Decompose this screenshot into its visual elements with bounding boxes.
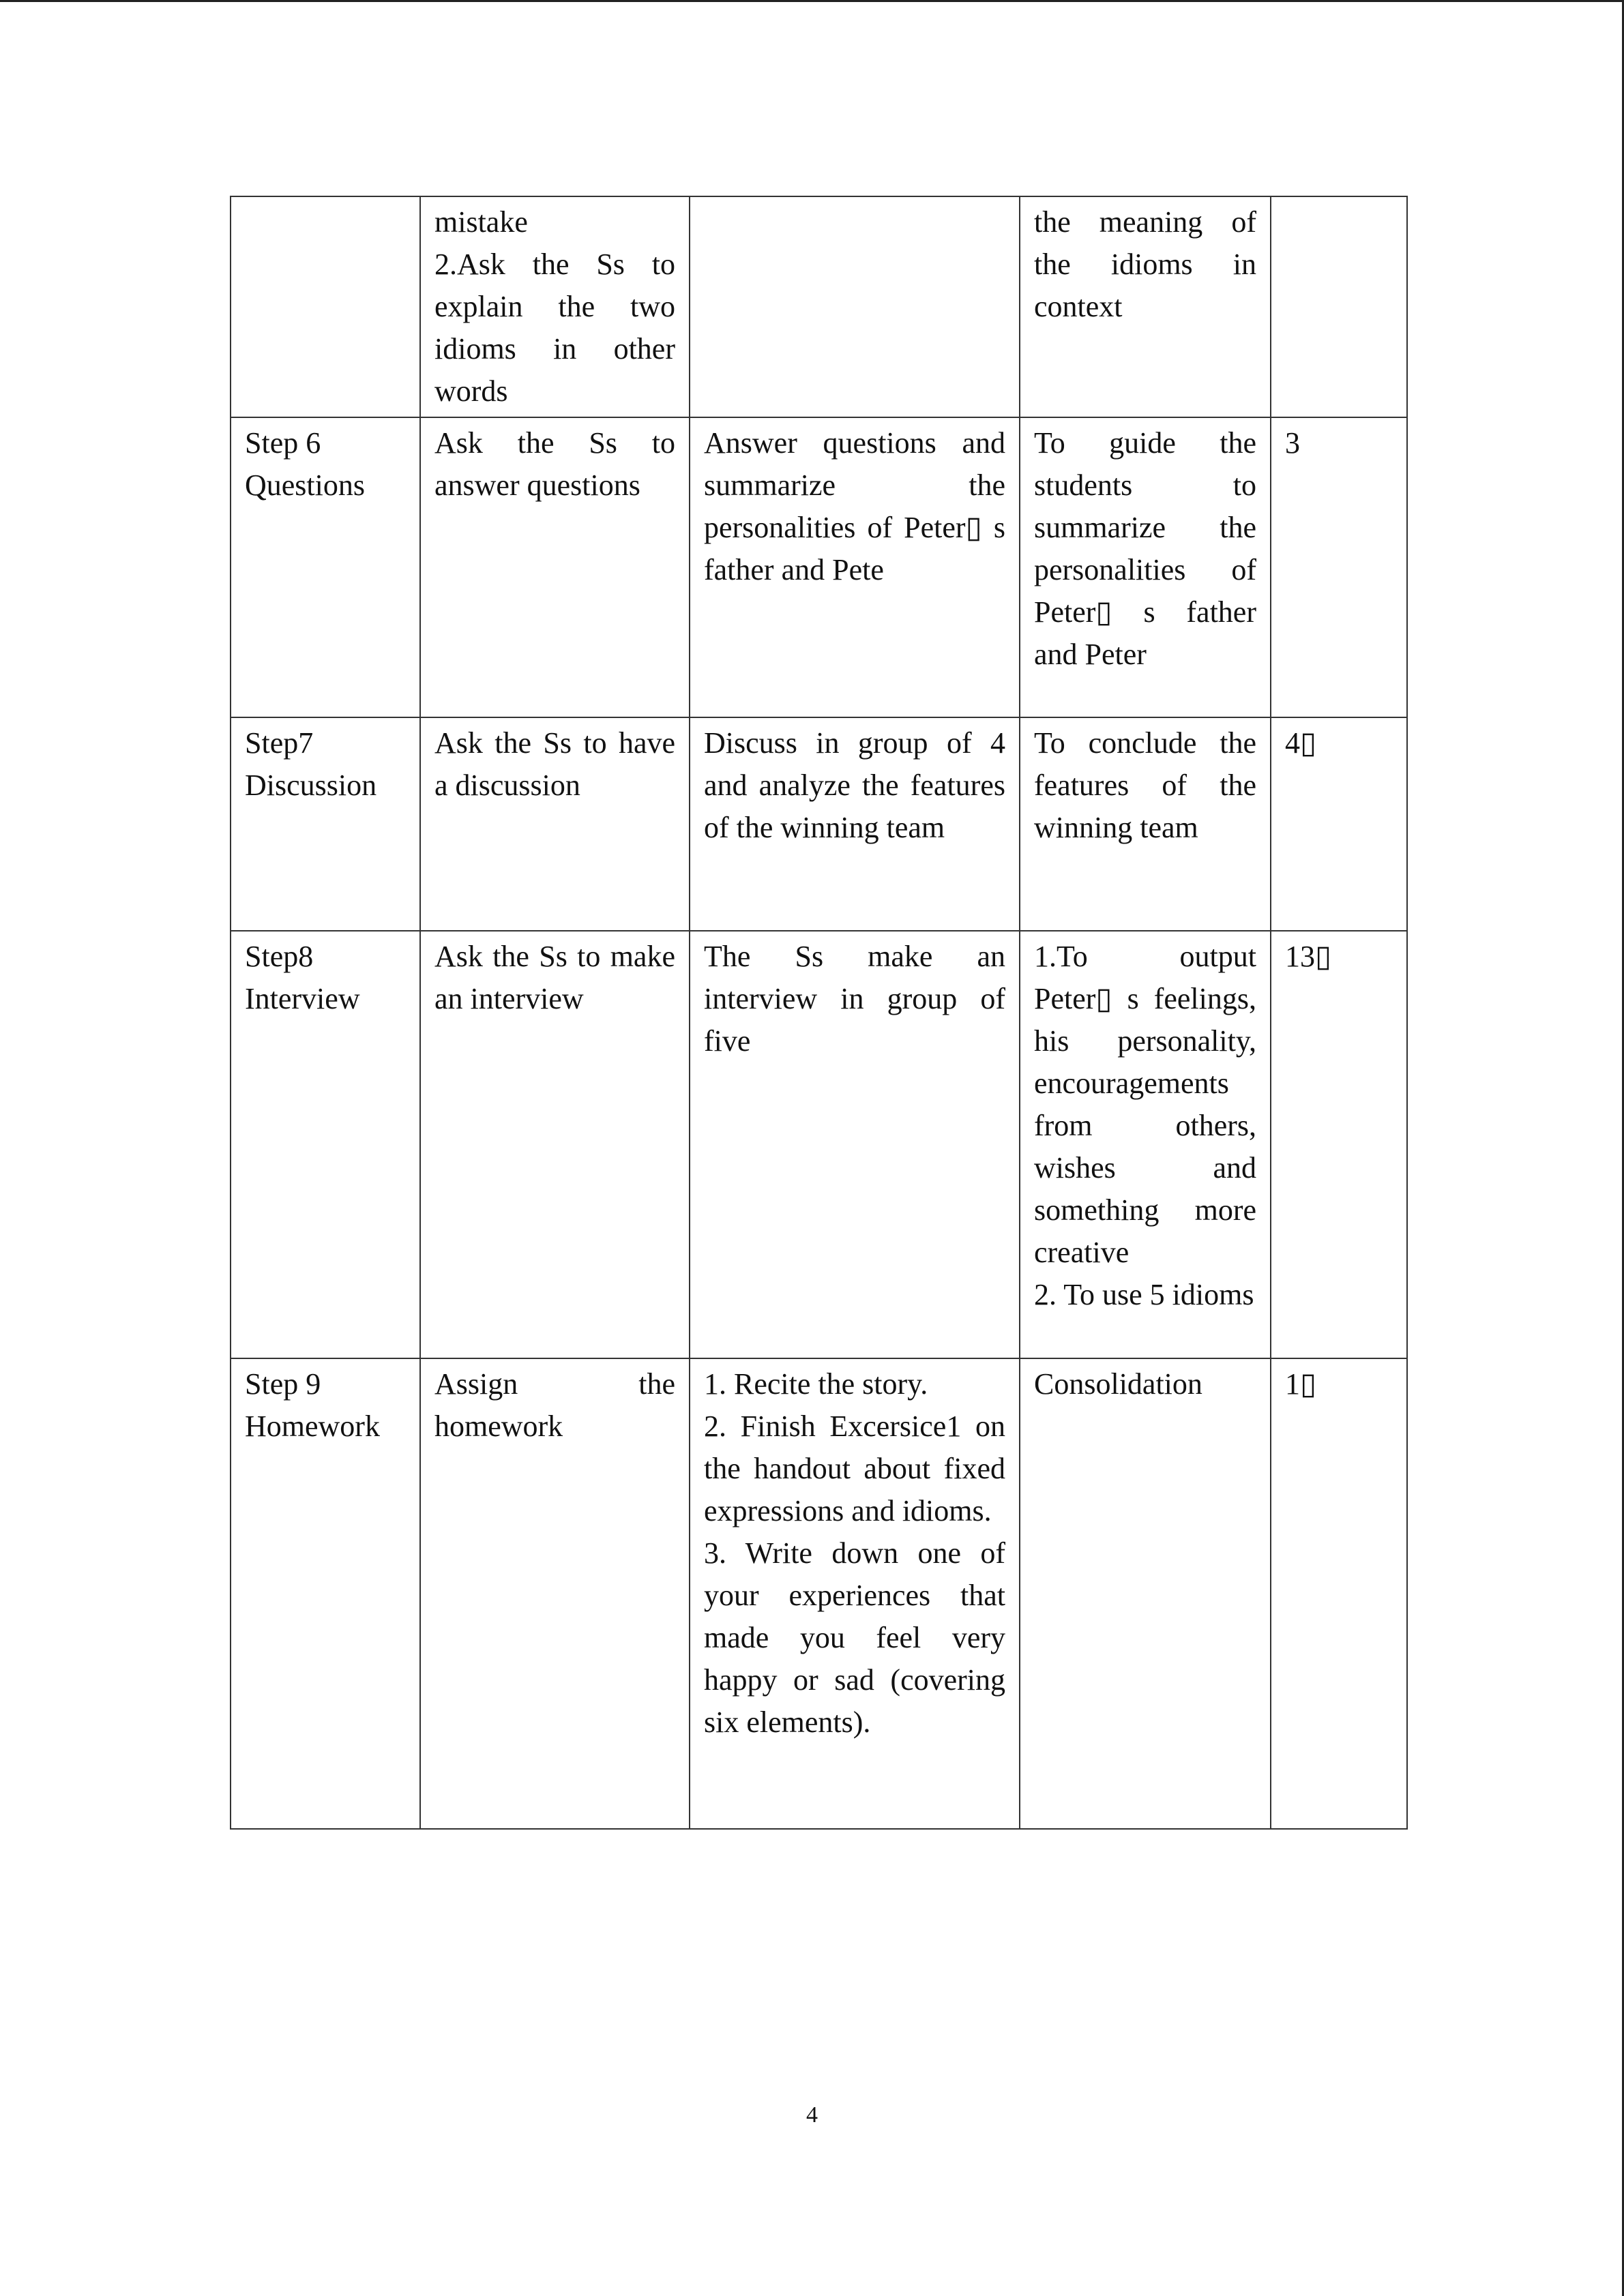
step-cell <box>231 931 420 1358</box>
step-cell <box>231 1358 420 1829</box>
step-number: Step 6 <box>245 426 321 460</box>
student-activity-cell <box>690 931 1020 1358</box>
purpose-text: 2. To use 5 idioms <box>1034 1278 1254 1311</box>
purpose-text: the meaning of the idioms in context <box>1034 205 1256 323</box>
step-name: Questions <box>245 468 365 502</box>
lesson-plan-table <box>230 196 1408 1830</box>
purpose-text: Consolidation <box>1034 1367 1202 1401</box>
purpose-cell <box>1020 717 1271 931</box>
table-row <box>231 931 1407 1358</box>
purpose-text: 1.To output Peter▯ s feelings, his personality, encouragements from others, wishes and something more creative <box>1034 940 1256 1269</box>
teacher-activity-text: Ask the Ss to make an interview <box>434 940 675 1015</box>
step-number: Step8 <box>245 940 314 973</box>
teacher-activity-cell <box>420 931 690 1358</box>
time-cell <box>1271 196 1407 417</box>
step-name: Discussion <box>245 769 377 802</box>
time-minutes: 3 <box>1285 426 1300 460</box>
student-activity-cell <box>690 1358 1020 1829</box>
teacher-activity-text: Ask the Ss to have a discussion <box>434 726 675 802</box>
time-cell <box>1271 417 1407 717</box>
student-activity-text: Answer questions and summarize the personalities of Peter▯ s father and Pete <box>704 426 1005 586</box>
student-activity-cell <box>690 417 1020 717</box>
student-activity-text: Discuss in group of 4 and analyze the features of the winning team <box>704 726 1005 844</box>
step-number: Step 9 <box>245 1367 321 1401</box>
step-name: Interview <box>245 982 360 1015</box>
time-minutes: 4▯ <box>1285 726 1317 760</box>
student-activity-cell <box>690 717 1020 931</box>
teacher-activity-cell <box>420 417 690 717</box>
student-activity-text: 1. Recite the story. <box>704 1367 928 1401</box>
student-activity-cell <box>690 196 1020 417</box>
table-row <box>231 1358 1407 1829</box>
step-number: Step7 <box>245 726 314 760</box>
teacher-activity-text: 2.Ask the Ss to explain the two idioms in other words <box>434 248 675 408</box>
teacher-activity-text: Assign the homework <box>434 1367 675 1443</box>
purpose-cell <box>1020 196 1271 417</box>
purpose-text: To conclude the features of the winning team <box>1034 726 1256 844</box>
time-cell <box>1271 1358 1407 1829</box>
step-cell <box>231 196 420 417</box>
purpose-cell <box>1020 1358 1271 1829</box>
step-cell <box>231 417 420 717</box>
student-activity-text: 2. Finish Excersice1 on the handout about fixed expressions and idioms. <box>704 1410 1005 1527</box>
page-number: 4 <box>806 2102 818 2128</box>
purpose-cell <box>1020 417 1271 717</box>
teacher-activity-text: Ask the Ss to answer questions <box>434 426 675 502</box>
time-cell <box>1271 717 1407 931</box>
teacher-activity-text: mistake <box>434 205 528 239</box>
table-row <box>231 196 1407 417</box>
page-top-border <box>0 0 1624 2</box>
table-row <box>231 417 1407 717</box>
step-cell <box>231 717 420 931</box>
student-activity-text: 3. Write down one of your experiences that made you feel very happy or sad (covering six elements). <box>704 1536 1005 1739</box>
step-name: Homework <box>245 1410 380 1443</box>
time-cell <box>1271 931 1407 1358</box>
teacher-activity-cell <box>420 196 690 417</box>
purpose-cell <box>1020 931 1271 1358</box>
table-row <box>231 717 1407 931</box>
purpose-text: To guide the students to summarize the personalities of Peter▯ s father and Peter <box>1034 426 1256 671</box>
time-minutes: 1▯ <box>1285 1367 1317 1401</box>
teacher-activity-cell <box>420 1358 690 1829</box>
time-minutes: 13▯ <box>1285 940 1332 973</box>
student-activity-text: The Ss make an interview in group of five <box>704 940 1005 1058</box>
teacher-activity-cell <box>420 717 690 931</box>
